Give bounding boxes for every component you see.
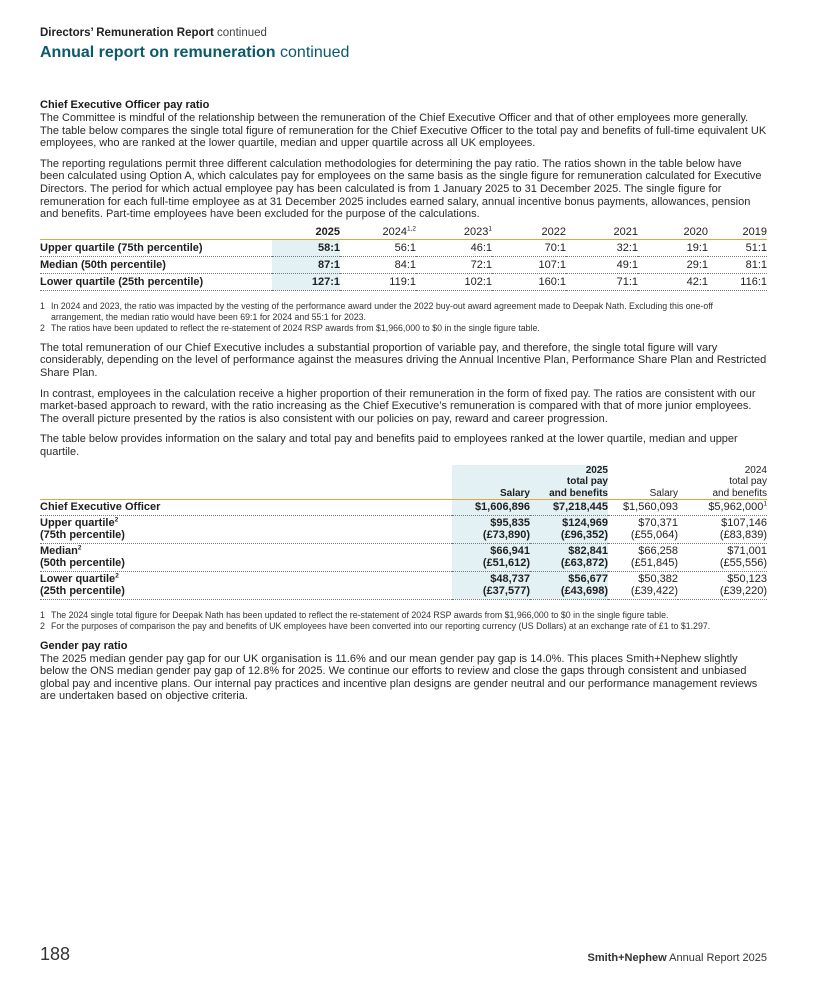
table-header-row xyxy=(40,476,767,488)
cell: 70:1 xyxy=(492,239,566,256)
column-header: and benefits xyxy=(712,487,767,499)
table-header-row xyxy=(40,225,767,240)
report-name: Annual Report 2025 xyxy=(669,952,767,964)
paragraph: The Committee is mindful of the relationship between the remuneration of the Chief Executive Officer and that of other employees more generally. The table below compares the single total figure of remuneration for the Chief Executive Officer to the total pay and benefits of full-time equivalent UK employees, who are ranked at the lower quartile, median and upper quartile across all UK employees. xyxy=(40,112,767,150)
paragraph: In contrast, employees in the calculation receive a higher proportion of their remuneration in the form of fixed pay. The ratios are consistent with our market-based approach to reward, with the ratio increasing as the Chief Executive’s remuneration is compared with that of more junior employees. The overall picture presented by the ratios is also consistent with our policies on pay, reward and career progression. xyxy=(40,387,756,425)
section-title: Directors’ Remuneration Report xyxy=(40,27,214,39)
table-header-row xyxy=(40,465,767,477)
year-header: 2019 xyxy=(742,225,767,238)
paragraph: The reporting regulations permit three different calculation methodologies for determining the pay ratio. The ratios shown in the table below have been calculated using Option A, which calculates pay for employees on the same basis as the single figure for remuneration calculated for Executive Directors. The period for which actual employee pay has been calculated is from 1 January 2025 to 31 December 2025. The single figure for remuneration for each full-time employee as at 31 December 2025 includes earned salary, annual incentive bonus payments, allowances, pension and benefits. Part-time employees have been excluded for the purpose of the calculations. xyxy=(40,157,762,221)
cell: $107,146 (£83,839) xyxy=(719,516,767,541)
page-title xyxy=(40,43,767,63)
table-row xyxy=(40,239,767,256)
row-label: Upper quartile (75th percentile) xyxy=(40,239,272,256)
cell: $66,941 (£51,612) xyxy=(452,543,530,571)
cell: $50,382 (£39,422) xyxy=(630,572,678,597)
year-header: 2021 xyxy=(613,225,638,238)
cell: $50,123 (£39,220) xyxy=(719,572,767,597)
cell: $82,841 (£63,872) xyxy=(530,543,608,571)
row-label: Median (50th percentile) xyxy=(40,256,272,273)
cell: $70,371 (£55,064) xyxy=(630,516,678,541)
brand-name: Smith+Nephew xyxy=(587,952,667,964)
footnote: 1 The 2024 single total figure for Deepak Nath has been updated to reflect the re-statement of 2024 RSP awards from $1,966,000 to $0 in the single figure table. xyxy=(40,609,669,620)
column-header: Salary xyxy=(649,487,678,499)
cell: 160:1 xyxy=(492,273,566,290)
year-header: 2020 xyxy=(683,225,708,238)
cell: 116:1 xyxy=(708,273,767,290)
row-label: Upper quartile$^2$ (75th percentile) xyxy=(40,515,125,541)
footnote: 2 For the purposes of comparison the pay and benefits of UK employees have been converted into our reporting currency (US Dollars) at an exchange rate of £1 to $1.297. xyxy=(40,620,711,631)
table-header-row xyxy=(40,488,767,500)
cell: $56,677 (£43,698) xyxy=(530,571,608,599)
cell: 71:1 xyxy=(566,273,638,290)
ceo-pay-ratio-section xyxy=(40,99,767,703)
employee-pay-table xyxy=(40,465,767,600)
cell: $1,560,093 xyxy=(622,501,678,513)
row-label: Lower quartile (25th percentile) xyxy=(40,273,272,290)
column-header: total pay xyxy=(530,476,608,488)
year-header: 2025 xyxy=(315,225,340,238)
table-row xyxy=(40,515,767,543)
table-row xyxy=(40,256,767,273)
cell: 46:1 xyxy=(416,239,492,256)
page-title-suffix: continued xyxy=(280,44,350,61)
row-label: Median$^2$ (50th percentile) xyxy=(40,543,125,569)
cell: $1,606,896 xyxy=(452,500,530,516)
gender-pay-heading: Gender pay ratio xyxy=(40,639,128,652)
pay-ratio-table xyxy=(40,225,767,291)
cell: 87:1 xyxy=(272,256,340,273)
cell: 49:1 xyxy=(566,256,638,273)
cell: 19:1 xyxy=(638,239,708,256)
cell: 107:1 xyxy=(492,256,566,273)
year-header: 2022 xyxy=(541,225,566,238)
cell: 84:1 xyxy=(340,256,416,273)
cell: $71,001 (£55,556) xyxy=(719,544,767,569)
cell: 127:1 xyxy=(272,273,340,290)
cell: $7,218,445 xyxy=(530,500,608,516)
cell: $5,962,000$^1$ xyxy=(708,500,767,513)
cell: 119:1 xyxy=(340,273,416,290)
ceo-pay-ratio-heading: Chief Executive Officer pay ratio xyxy=(40,99,210,111)
paragraph: The table below provides information on the salary and total pay and benefits paid to employees ranked at the lower quartile, median and upper quartile. xyxy=(40,433,738,458)
table-row xyxy=(40,571,767,599)
column-header: total pay xyxy=(729,476,767,487)
page-content xyxy=(40,26,767,703)
header-blank xyxy=(40,225,272,240)
footnotes xyxy=(40,301,767,334)
cell: $95,835 (£73,890) xyxy=(452,515,530,543)
cell: 58:1 xyxy=(272,239,340,256)
footnote: 2 The ratios have been updated to reflect the re-statement of 2024 RSP awards from $1,966,000 to $0 in the single figure table. xyxy=(40,322,540,333)
cell: 51:1 xyxy=(708,239,767,256)
year-header: 2024$^{1,2}$ xyxy=(382,225,416,238)
footnote: 1 In 2024 and 2023, the ratio was impacted by the vesting of the performance award under the 2022 buy-out award agreement made to Deepak Nath. Excluding this one-off arrangement, the median ratio would have been 69:1 for 2024 and 55:1 for 2023. xyxy=(40,300,713,322)
year-header: 2025 xyxy=(530,465,608,477)
paragraph: The total remuneration of our Chief Executive includes a substantial proportion of variable pay, and therefore, the single total figure will vary considerably, depending on the level of performance against the measures driving the Annual Incentive Plan, Performance Share Plan and Restricted Share Plan. xyxy=(40,341,767,379)
cell: 42:1 xyxy=(638,273,708,290)
table-row xyxy=(40,273,767,290)
table-row xyxy=(40,543,767,571)
year-header: 2023$^1$ xyxy=(463,225,492,238)
cell: $48,737 (£37,577) xyxy=(452,571,530,599)
cell: 102:1 xyxy=(416,273,492,290)
row-label: Chief Executive Officer xyxy=(40,501,161,513)
cell: 56:1 xyxy=(340,239,416,256)
page-title-text: Annual report on remuneration xyxy=(40,44,276,61)
year-header: 2024 xyxy=(744,464,767,476)
column-header: Salary xyxy=(452,488,530,500)
section-header xyxy=(40,26,767,40)
footer-brand xyxy=(588,952,767,964)
cell: $124,969 (£96,352) xyxy=(530,515,608,543)
paragraph: The 2025 median gender pay gap for our UK organisation is 11.6% and our mean gender pay gap is 14.0%. This places Smith+Nephew slightly below the ONS median gender pay gap of 12.8% for 2025. We continue our efforts to review and close the gaps through consistent and unbiased global pay and incentive plans. Our internal pay practices and incentive plan designs are gender neutral and our performance management reviews are undertaken based on objective criteria. xyxy=(40,652,758,703)
row-label: Lower quartile$^2$ (25th percentile) xyxy=(40,571,125,597)
column-header: and benefits xyxy=(530,488,608,500)
footnotes xyxy=(40,610,767,632)
cell: $66,258 (£51,845) xyxy=(630,544,678,569)
table-row xyxy=(40,500,767,516)
cell: 29:1 xyxy=(638,256,708,273)
section-suffix: continued xyxy=(217,27,267,39)
page-number: 188 xyxy=(40,944,71,964)
cell: 72:1 xyxy=(416,256,492,273)
cell: 32:1 xyxy=(566,239,638,256)
cell: 81:1 xyxy=(708,256,767,273)
